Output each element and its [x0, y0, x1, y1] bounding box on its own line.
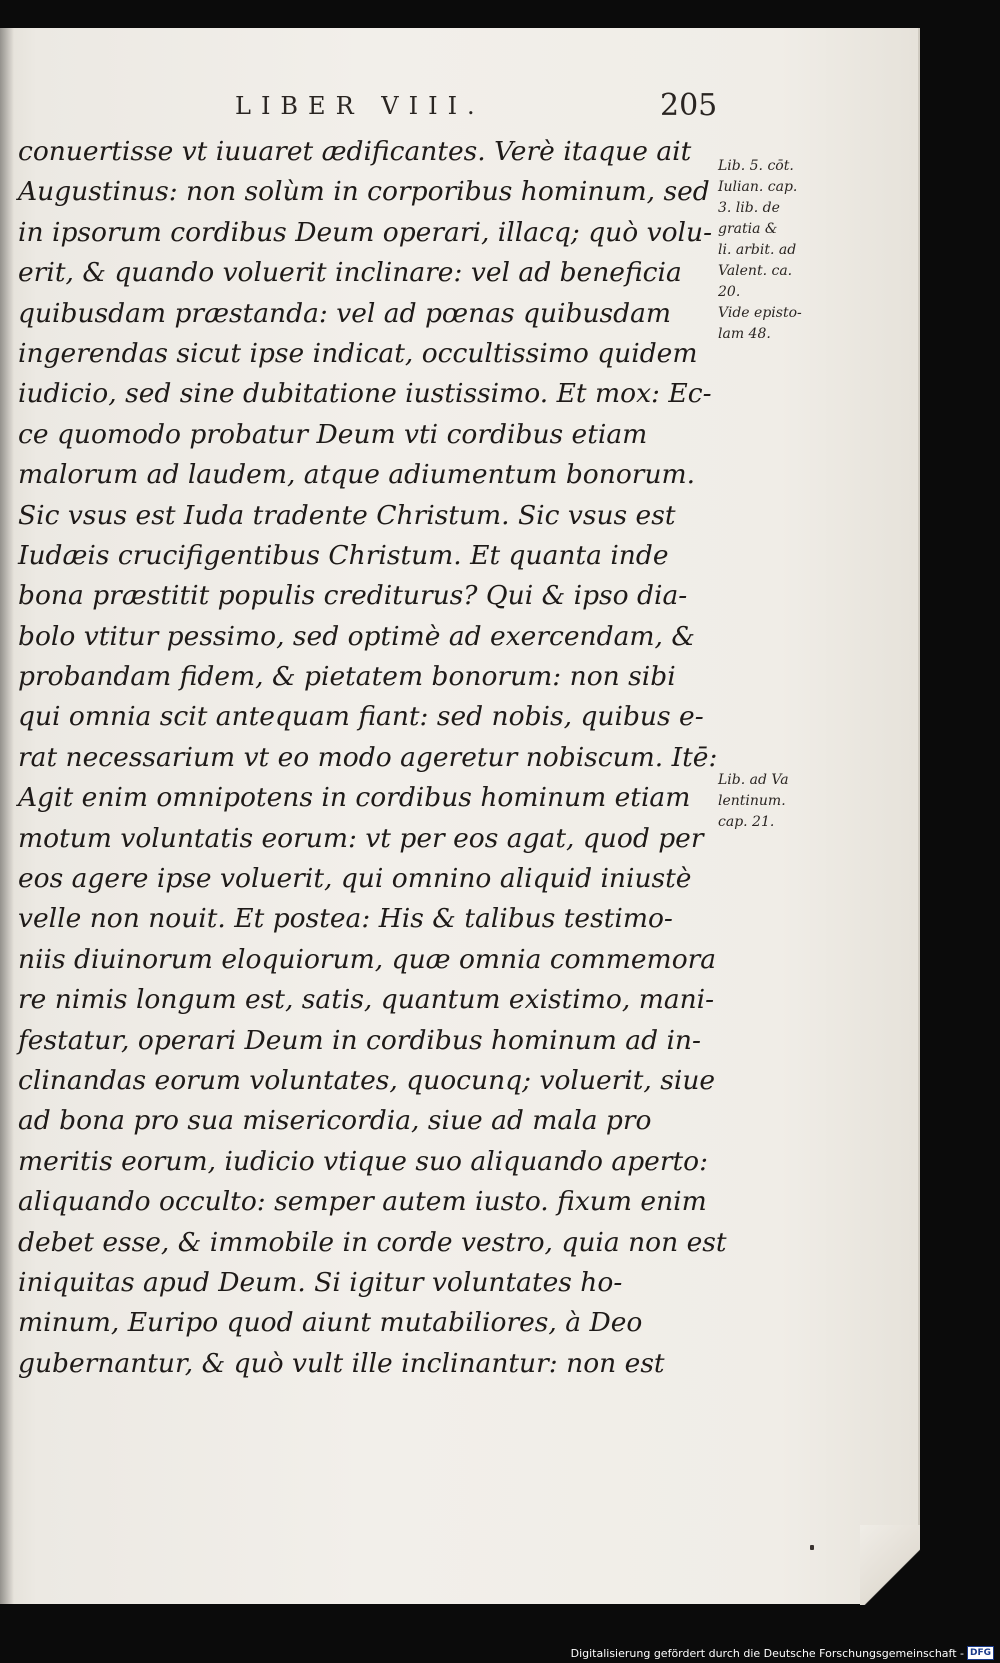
text-line: conuertisse vt iuuaret ædificantes. Verè itaque ait: [18, 136, 692, 167]
text-line: debet esse, & immobile in corde vestro, quia non est: [18, 1226, 727, 1258]
text-line: re nimis longum est, satis, quantum existimo, mani-: [18, 984, 715, 1016]
text-line: aliquando occulto: semper autem iusto. fixum enim: [18, 1186, 707, 1218]
margin-note-line: Vide episto-: [718, 305, 802, 321]
dfg-logo-icon: DFG: [967, 1646, 994, 1660]
margin-note-line: 3. lib. de: [718, 200, 780, 216]
text-line: Agit enim omnipotens in cordibus hominum etiam: [18, 782, 691, 814]
margin-note-2: [718, 770, 828, 833]
running-head: LIBER VIII.: [235, 92, 485, 120]
text-line: ad bona pro sua misericordia, siue ad mala pro: [18, 1105, 652, 1137]
text-line: bolo vtitur pessimo, sed optimè ad exercendam, &: [18, 620, 695, 652]
text-line: velle non nouit. Et postea: His & talibus testimo-: [18, 903, 673, 935]
text-line: festatur, operari Deum in cordibus hominum ad in-: [18, 1024, 701, 1056]
text-line: probandam fidem, & pietatem bonorum: non sibi: [18, 661, 676, 693]
margin-note-line: Valent. ca.: [718, 263, 793, 279]
text-line: meritis eorum, iudicio vtique suo aliquando aperto:: [18, 1145, 709, 1177]
text-line: motum voluntatis eorum: vt per eos agat, quod per: [18, 822, 704, 854]
margin-note-line: Iulian. cap.: [718, 179, 798, 195]
text-line: rat necessarium vt eo modo ageretur nobiscum. Itē:: [18, 741, 718, 773]
text-line: in ipsorum cordibus Deum operari, illacq; quò volu-: [18, 216, 713, 248]
digitization-footer: [571, 1646, 994, 1660]
margin-note-line: li. arbit. ad: [718, 242, 797, 258]
ink-speck: [810, 1545, 814, 1550]
margin-note-1: [718, 156, 828, 345]
text-line: quibusdam præstanda: vel ad pœnas quibusdam: [18, 297, 672, 329]
text-line: gubernantur, & quò vult ille inclinantur: non est: [18, 1347, 665, 1379]
page-corner-fold: [860, 1525, 920, 1605]
text-line: minum, Euripo quod aiunt mutabiliores, à Deo: [18, 1307, 643, 1339]
text-line: bona præstitit populis crediturus? Qui & ipso dia-: [18, 580, 688, 612]
text-line: niis diuinorum eloquiorum, quæ omnia commemora: [18, 943, 717, 975]
margin-note-line: cap. 21.: [718, 814, 775, 830]
margin-note-line: Lib. 5. cōt.: [718, 158, 794, 174]
text-line: qui omnia scit antequam fiant: sed nobis, quibus e-: [18, 701, 704, 733]
text-line: iudicio, sed sine dubitatione iustissimo. Et mox: Ec-: [18, 378, 712, 410]
margin-note-line: gratia &: [718, 221, 778, 237]
margin-note-line: Lib. ad Va: [718, 772, 789, 788]
margin-note-line: lam 48.: [718, 326, 771, 342]
margin-note-line: lentinum.: [718, 793, 786, 809]
text-line: Iudæis crucifigentibus Christum. Et quanta inde: [18, 539, 669, 571]
text-line: clinandas eorum voluntates, quocunq; voluerit, siue: [18, 1064, 716, 1096]
footer-text: Digitalisierung gefördert durch die Deutsche Forschungsgemeinschaft -: [570, 1646, 964, 1660]
page-gutter-shadow: [0, 28, 14, 1604]
margin-note-line: 20.: [718, 284, 741, 300]
text-line: ingerendas sicut ipse indicat, occultissimo quidem: [18, 337, 698, 369]
text-line: Augustinus: non solùm in corporibus hominum, sed: [18, 176, 710, 208]
text-line: malorum ad laudem, atque adiumentum bonorum.: [18, 459, 696, 491]
text-line: eos agere ipse voluerit, qui omnino aliquid iniustè: [18, 863, 692, 895]
text-line: erit, & quando voluerit inclinare: vel ad beneficia: [18, 257, 682, 289]
body-text: [18, 132, 727, 1384]
text-line: Sic vsus est Iuda tradente Christum. Sic vsus est: [18, 499, 676, 531]
text-line: iniquitas apud Deum. Si igitur voluntates ho-: [18, 1266, 623, 1298]
page-number: 205: [660, 88, 718, 123]
text-line: ce quomodo probatur Deum vti cordibus etiam: [18, 418, 648, 450]
